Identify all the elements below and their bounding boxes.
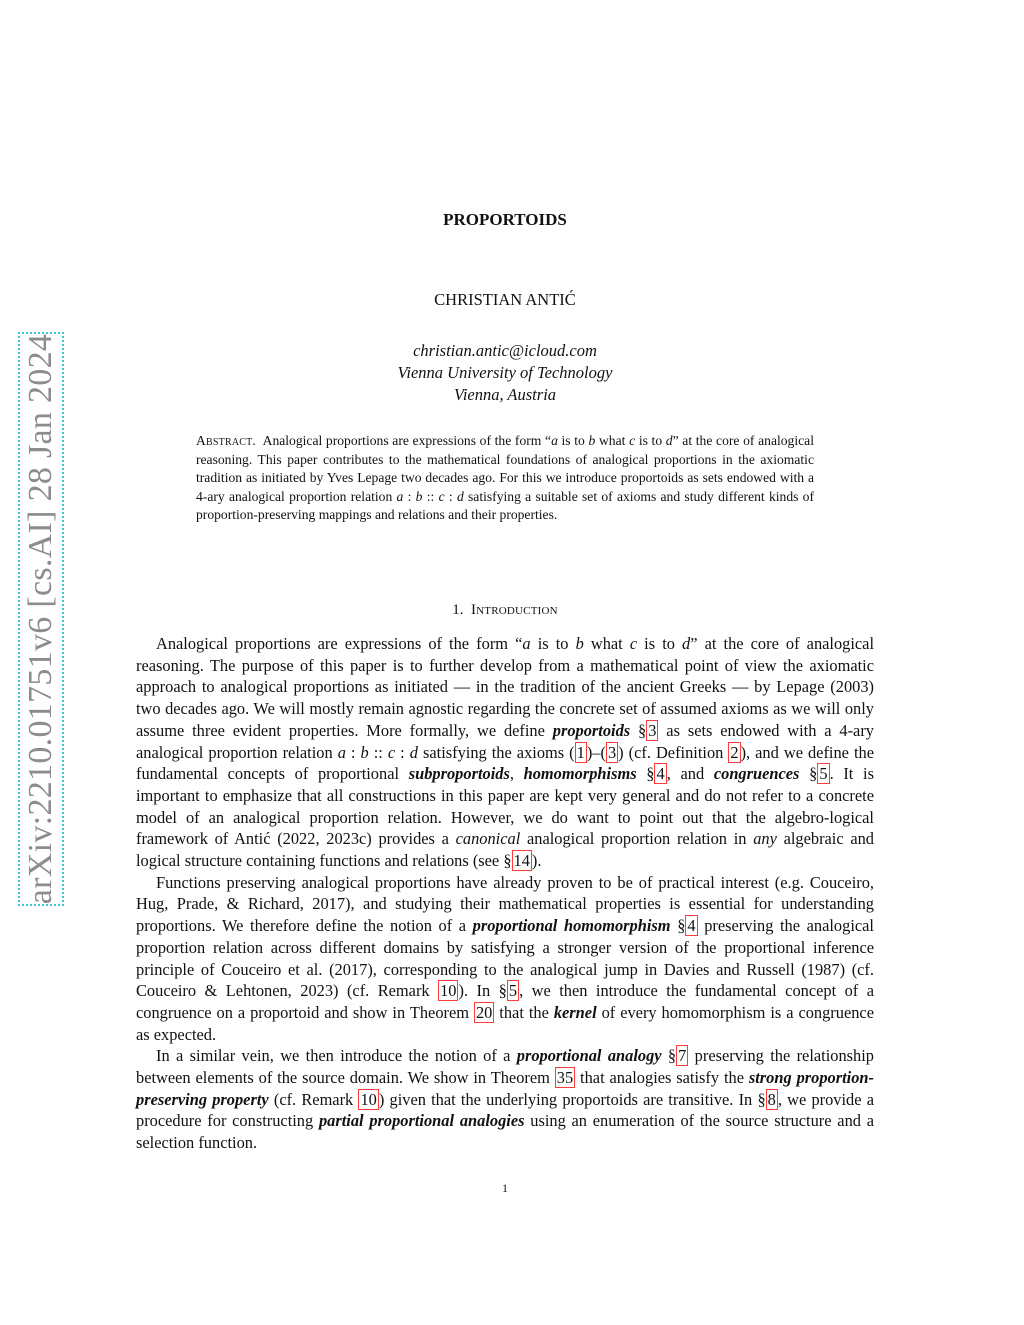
abstract-text: Analogical proportions are expressions of the form “	[262, 433, 552, 448]
ref-section-5[interactable]: 5	[819, 764, 828, 784]
term-canonical: canonical	[455, 829, 521, 849]
term-partial-proportional-analogies: partial proportional analogies	[318, 1111, 525, 1131]
math-var-a: a	[337, 742, 346, 762]
term-proportional-homomorphism: proportional homomorphism	[472, 916, 671, 936]
math-var-b: b	[360, 742, 369, 762]
text: Analogical proportions are expressions of the form “	[156, 634, 523, 653]
text: as sets endowed with a 4-ary analogical proportion relation	[136, 720, 874, 762]
abstract-text: is to	[635, 433, 666, 448]
text: that analogies satisfy the	[575, 1068, 749, 1088]
ref-axiom-1[interactable]: 1	[576, 742, 585, 762]
section-sign: §	[498, 981, 507, 1001]
text: In a similar vein, we then introduce the notion of a	[156, 1046, 517, 1066]
text: , we then introduce the fundamental concept of a congruence on a proportoid and show in Theorem	[136, 981, 875, 1022]
math-colon: :	[395, 742, 410, 762]
arxiv-stamp[interactable]	[18, 332, 64, 906]
paragraph-1	[136, 633, 874, 872]
math-var-b: b	[588, 433, 596, 448]
ref-section-7[interactable]: 7	[678, 1046, 687, 1066]
text: preserving the relationship between elements of the source domain. We show in Theorem	[136, 1046, 874, 1088]
text: ) given that the underlying proportoids are transitive. In	[378, 1089, 758, 1109]
math-var-a: a	[396, 488, 404, 504]
text: , and	[666, 764, 714, 784]
term-strong-proportion-preserving-property: strong proportion-preserving property	[136, 1068, 874, 1109]
ref-axiom-3[interactable]: 3	[607, 742, 617, 762]
math-var-a: a	[522, 634, 531, 653]
section-sign: §	[503, 851, 512, 871]
text: is to	[530, 634, 576, 653]
text: analogical proportion relation in	[520, 829, 754, 849]
abstract	[196, 432, 814, 525]
section-sign: §	[677, 916, 686, 936]
text: ,	[509, 764, 524, 784]
text: algebraic and logical structure containing functions and relations (see	[136, 829, 875, 871]
term-any: any	[753, 829, 777, 849]
text: ), and we define the fundamental concepts of proportional	[136, 742, 874, 784]
math-var-d: d	[409, 742, 418, 762]
math-double-colon: ::	[368, 742, 388, 762]
math-var-b: b	[575, 634, 584, 653]
math-var-d: d	[682, 634, 691, 653]
term-proportoids: proportoids	[552, 720, 631, 740]
section-sign: §	[646, 764, 655, 784]
ref-remark-10[interactable]: 10	[360, 1089, 377, 1109]
ref-section-5[interactable]: 5	[508, 981, 518, 1001]
paragraph-3	[136, 1045, 874, 1154]
text: preserving the analogical proportion relation across different domains by satisfying a stronger version of the proportional inference principle of Couceiro et al. (2017), corresponding to the analogical jump in Davies and Russell (1987) (cf. Couceiro & Lehtonen, 2023) (cf. Remark	[136, 916, 874, 1001]
text: )–(	[586, 742, 606, 762]
math-var-c: c	[629, 634, 638, 653]
math-colon: :	[345, 742, 361, 762]
introduction-body	[136, 633, 874, 1154]
ref-section-4[interactable]: 4	[656, 764, 665, 784]
ref-section-4[interactable]: 4	[687, 916, 696, 936]
author-location: Vienna, Austria	[453, 385, 557, 404]
text: using an enumeration of the source structure and a selection function.	[136, 1111, 875, 1153]
math-var-c: c	[387, 742, 396, 762]
text: satisfying the axioms (	[417, 742, 575, 762]
section-number: 1.	[452, 602, 464, 618]
ref-section-8[interactable]: 8	[767, 1089, 776, 1109]
author-institution: Vienna University of Technology	[397, 363, 613, 382]
abstract-text: is to	[557, 433, 589, 448]
math-var-b: b	[415, 488, 423, 504]
text: , we provide a procedure for constructing	[136, 1089, 874, 1131]
abstract-text: what	[595, 433, 630, 448]
text: of every homomorphism is a congruence as expected.	[136, 1002, 874, 1044]
text: what	[583, 634, 630, 653]
term-subproportoids: subproportoids	[408, 764, 510, 784]
abstract-text: satisfying a suitable set of axioms and study different kinds of proportion-preserving mappings and relations and their properties.	[196, 488, 815, 523]
text: ). In	[458, 981, 499, 1001]
page-number: 1	[502, 1181, 508, 1195]
text: is to	[637, 634, 683, 653]
ref-remark-10[interactable]: 10	[440, 981, 457, 1001]
text: that the	[494, 1002, 554, 1022]
math-var-d: d	[456, 488, 464, 504]
text: Functions preserving analogical proportions have already proven to be of practical interest (e.g. Couceiro, Hug, Prade, & Richard, 2017), and studying their mathematical properties is essential for understanding proportions. We therefore define the notion of a	[136, 872, 874, 936]
text: ).	[531, 851, 542, 871]
math-colon: :	[403, 488, 416, 504]
author-name: CHRISTIAN ANTIĆ	[434, 290, 576, 309]
abstract-label: Abstract.	[196, 433, 257, 448]
text: (cf. Remark	[268, 1089, 359, 1109]
section-heading-introduction	[0, 602, 1010, 619]
ref-section-3[interactable]: 3	[648, 720, 657, 740]
term-proportional-analogy: proportional analogy	[516, 1046, 662, 1066]
math-var-a: a	[551, 433, 558, 448]
math-double-colon: ::	[422, 488, 439, 504]
term-homomorphisms: homomorphisms	[523, 764, 637, 784]
text: ” at the core of analogical reasoning. The purpose of this paper is to further develop from a mathematical point of view the axiomatic approach to analogical proportions as initiated — in the tradition of the ancient Greeks — by Lepage (2003) two decades ago. We will mostly remain agnostic regarding the concrete set of assumed axioms as we will only assume three evident properties. More formally, we define	[136, 634, 875, 740]
text: . It is important to emphasize that all constructions in this paper are kept very general and do not refer to a concrete model of an analogical proportion relation. However, we do want to point out that the algebro-logical framework of Antić (2022, 2023c) provides a	[136, 764, 874, 849]
section-sign: §	[667, 1046, 677, 1066]
math-colon: :	[444, 488, 457, 504]
paragraph-2	[136, 872, 874, 1046]
math-var-c: c	[629, 433, 636, 448]
term-congruences: congruences	[713, 764, 800, 784]
paper-title: PROPORTOIDS	[443, 210, 567, 229]
abstract-text: ” at the core of analogical reasoning. This paper contributes to the mathematical foundations of analogical proportions in the axiomatic tradition as initiated by Yves Lepage two decades ago. For this we introduce proportoids as sets endowed with a 4-ary analogical proportion relation	[196, 433, 814, 504]
ref-section-14[interactable]: 14	[513, 851, 530, 871]
ref-definition-2[interactable]: 2	[730, 742, 739, 762]
author-email[interactable]: christian.antic@icloud.com	[413, 341, 597, 360]
section-sign: §	[809, 764, 818, 784]
text: ) (cf. Definition	[618, 742, 729, 762]
math-var-c: c	[438, 488, 445, 504]
section-sign: §	[638, 720, 647, 740]
arxiv-identifier[interactable]: arXiv:2210.01751v6 [cs.AI] 28 Jan 2024	[22, 333, 59, 905]
section-title: Introduction	[470, 602, 558, 618]
math-var-d: d	[665, 433, 673, 448]
section-sign: §	[757, 1089, 766, 1109]
ref-theorem-35[interactable]: 35	[556, 1068, 574, 1088]
ref-theorem-20[interactable]: 20	[475, 1002, 493, 1022]
affiliation-block	[0, 340, 1010, 406]
term-kernel: kernel	[553, 1002, 597, 1022]
